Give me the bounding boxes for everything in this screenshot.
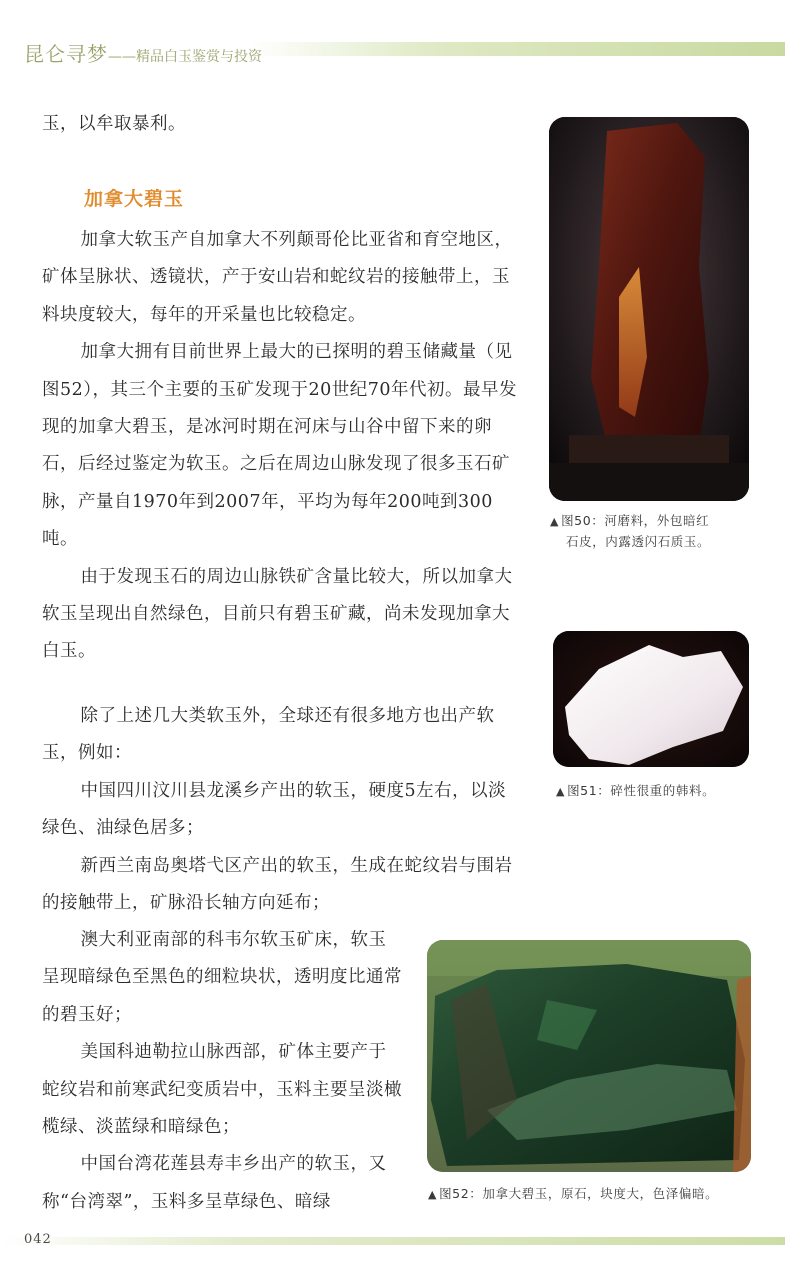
caption-marker: ▲ [428, 1188, 438, 1201]
caption-marker: ▲ [550, 515, 560, 528]
caption-text: 图51：碎性很重的韩料。 [567, 783, 716, 798]
paragraph-1: 加拿大软玉产自加拿大不列颠哥伦比亚省和育空地区，矿体呈脉状、透镜状，产于安山岩和蛇纹岩的接触带上，玉料块度较大，每年的开采量也比较稳定。 [42, 230, 513, 325]
section-title: 加拿大碧玉 [84, 188, 185, 210]
paragraph-9: 中国台湾花莲县寿丰乡出产的软玉，又称“台湾翠”，玉料多呈草绿色、暗绿 [42, 1154, 387, 1212]
figure-51-photo [553, 631, 749, 767]
body-column [42, 222, 522, 671]
paragraph-3: 由于发现玉石的周边山脉铁矿含量比较大，所以加拿大软玉呈现出自然绿色，目前只有碧玉矿藏，尚未发现加拿大白玉。 [42, 566, 513, 662]
figure-52-caption [428, 1184, 785, 1205]
header-band [250, 42, 785, 56]
caption-line-2: 石皮，内露透闪石质玉。 [566, 534, 711, 549]
canadian-jade-boulder-image [427, 940, 751, 1172]
paragraph-6: 新西兰南岛奥塔弋区产出的软玉，生成在蛇纹岩与围岩的接触带上，矿脉沿长轴方向延布； [42, 855, 513, 914]
page-number: 042 [24, 1232, 52, 1247]
figure-50-caption [550, 511, 760, 552]
paragraph-4: 除了上述几大类软玉外，全球还有很多地方也出产软玉，例如： [42, 706, 495, 764]
paragraph-continuation [42, 106, 522, 143]
running-header [0, 36, 785, 68]
paragraph-8: 美国科迪勒拉山脉西部，矿体主要产于蛇纹岩和前寒武纪变质岩中，玉料主要呈淡橄榄绿、淡蓝绿和暗绿色； [42, 1042, 402, 1138]
korean-jade-image [553, 631, 749, 767]
paragraph-2: 加拿大拥有目前世界上最大的已探明的碧玉储藏量（见图52），其三个主要的玉矿发现于20世纪70年代初。最早发现的加拿大碧玉，是冰河时期在河床与山谷中留下来的卵石，后经过鉴定为软玉。之后在周边山脉发现了很多玉石矿脉，产量自1970年到2007年，平均为每年200吨到300吨。 [42, 342, 518, 550]
footer-band [0, 1237, 785, 1245]
figure-51-caption [556, 781, 766, 802]
book-subtitle: ——精品白玉鉴赏与投资 [108, 49, 262, 65]
caption-line-1: 图50：河磨料，外包暗红 [561, 513, 710, 528]
river-pebble-jade-image [549, 117, 749, 501]
book-title: 昆仑寻梦 [24, 42, 108, 66]
caption-marker: ▲ [556, 785, 566, 798]
paragraph-7: 澳大利亚南部的科韦尔软玉矿床，软玉呈现暗绿色至黑色的细粒块状，透明度比通常的碧玉好； [42, 930, 402, 1025]
figure-52-photo [427, 940, 751, 1172]
paragraph-0: 玉，以牟取暴利。 [42, 114, 186, 134]
paragraph-5: 中国四川汶川县龙溪乡产出的软玉，硬度5左右，以淡绿色、油绿色居多； [42, 780, 507, 839]
caption-text: 图52：加拿大碧玉，原石，块度大，色泽偏暗。 [439, 1186, 719, 1201]
body-column-2 [42, 698, 522, 922]
figure-50-photo [549, 117, 749, 501]
header-title [24, 38, 262, 67]
body-column-narrow [42, 922, 404, 1221]
